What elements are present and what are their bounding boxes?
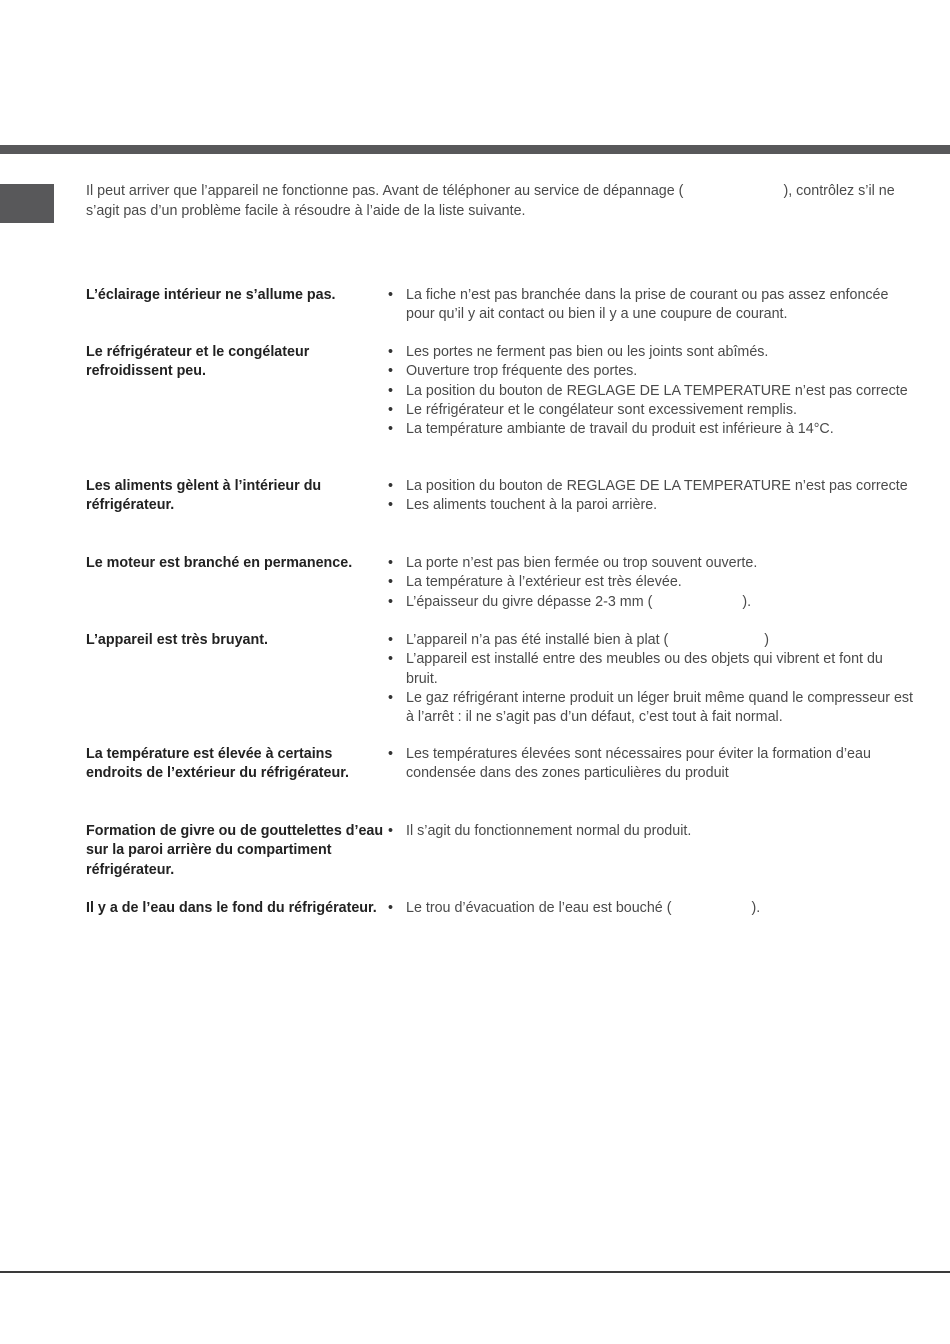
table-row: [86, 822, 916, 899]
cause-item: • Les portes ne ferment pas bien ou les joints sont abîmés.: [388, 343, 914, 362]
language-tab: [0, 184, 54, 223]
table-row: [86, 631, 916, 745]
cause-item: • La température ambiante de travail du produit est inférieure à 14°C.: [388, 420, 914, 439]
intro-text-start: Il peut arriver que l’appareil ne fonctionne pas. Avant de téléphoner au service de dépannage (: [86, 183, 684, 199]
troubleshooting-table: [86, 286, 916, 956]
table-row: [86, 554, 916, 631]
cause-item: • Les aliments touchent à la paroi arrière.: [388, 496, 914, 515]
cause-text-end: ): [764, 632, 770, 648]
problem-label: La température est élevée à certains endroits de l’extérieur du réfrigérateur.: [86, 746, 349, 782]
cause-item: • Le réfrigérateur et le congélateur sont excessivement remplis.: [388, 401, 914, 420]
cause-text-start: L’épaisseur du givre dépasse 2-3 mm (: [406, 593, 653, 610]
cause-list: [388, 343, 914, 477]
cause-item: • Le gaz réfrigérant interne produit un léger bruit même quand le compresseur est à l’arrêt : il ne s’agit pas d’un défaut, c’est tout à fait normal.: [388, 689, 914, 728]
problem-label: Le moteur est branché en permanence.: [86, 555, 353, 571]
intro-text-end: ), contrôlez s’il ne s’agit pas d’un problème facile à résoudre à l’aide de la liste suivante.: [86, 183, 895, 219]
cause-item: • Il s’agit du fonctionnement normal du produit.: [388, 822, 914, 841]
cause-list: [388, 899, 914, 956]
cause-item: • Ouverture trop fréquente des portes.: [388, 362, 914, 381]
cause-item: [388, 631, 914, 650]
table-row: [86, 286, 916, 343]
cause-text-end: ).: [742, 593, 752, 610]
cause-item: • La position du bouton de REGLAGE DE LA TEMPERATURE n’est pas correcte: [388, 477, 914, 496]
problem-label: Formation de givre ou de gouttelettes d’eau sur la paroi arrière du compartiment réfrigérateur.: [86, 823, 384, 878]
cause-item: • La porte n’est pas bien fermée ou trop souvent ouverte.: [388, 554, 914, 573]
cause-list: [388, 745, 914, 822]
cause-text-start: Le trou d’évacuation de l’eau est bouché (: [406, 900, 672, 916]
cause-item: • L’appareil est installé entre des meubles ou des objets qui vibrent et font du bruit.: [388, 650, 914, 689]
cause-list: [388, 631, 914, 745]
problem-label: L’éclairage intérieur ne s’allume pas.: [86, 287, 336, 303]
cause-list: [388, 477, 914, 554]
table-row: [86, 477, 916, 554]
cause-list: [388, 554, 914, 631]
problem-label: L’appareil est très bruyant.: [86, 632, 268, 648]
cause-list: [388, 286, 914, 343]
table-row: [86, 899, 916, 956]
cause-text-start: L’appareil n’a pas été installé bien à plat (: [406, 632, 669, 648]
problem-label: Les aliments gèlent à l’intérieur du réfrigérateur.: [86, 478, 322, 514]
cause-item: • La fiche n’est pas branchée dans la prise de courant ou pas assez enfoncée pour qu’il y ait contact ou bien il y a une coupure de courant.: [388, 286, 914, 325]
cause-text-end: ).: [751, 900, 761, 916]
cause-item: [388, 593, 914, 612]
footer-rule: [0, 1271, 950, 1273]
cause-item: • La position du bouton de REGLAGE DE LA TEMPERATURE n’est pas correcte: [388, 382, 914, 401]
problem-label: Il y a de l’eau dans le fond du réfrigérateur.: [86, 900, 377, 916]
cause-item: [388, 899, 914, 918]
header-rule: [0, 145, 950, 154]
cause-item: • La température à l’extérieur est très élevée.: [388, 573, 914, 592]
intro-paragraph: [86, 182, 916, 221]
table-row: [86, 745, 916, 822]
cause-item: • Les températures élevées sont nécessaires pour éviter la formation d’eau condensée dans des zones particulières du produit: [388, 745, 914, 784]
table-row: [86, 343, 916, 477]
problem-label: Le réfrigérateur et le congélateur refroidissent peu.: [86, 344, 310, 380]
cause-list: [388, 822, 914, 899]
